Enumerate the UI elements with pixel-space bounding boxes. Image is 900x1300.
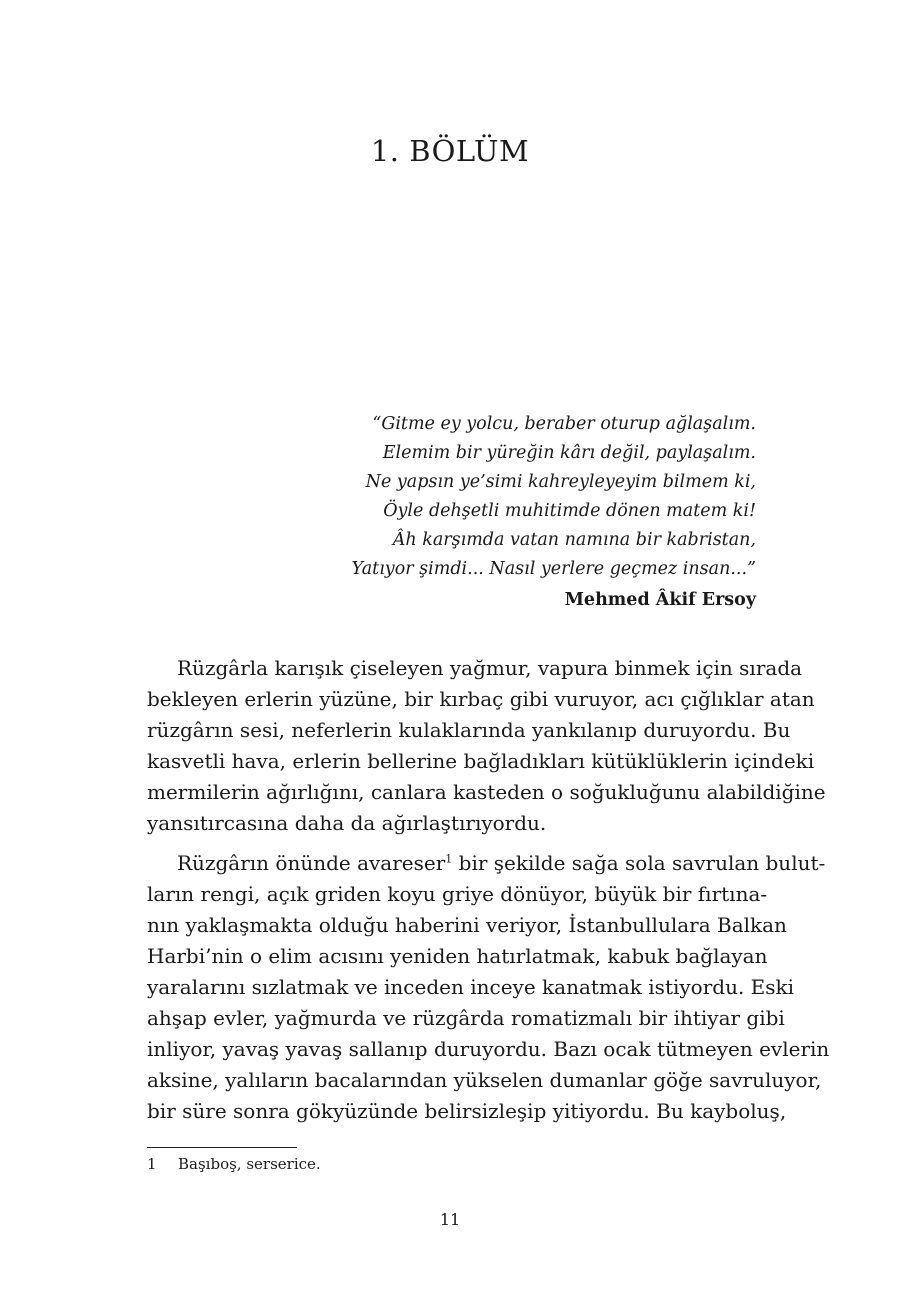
epigraph: [352, 410, 756, 615]
text-line: yansıtırcasına daha da ağırlaştırıyordu.: [147, 811, 547, 835]
text-line: rüzgârın sesi, neferlerin kulaklarında yankılanıp duruyordu. Bu: [147, 718, 791, 742]
text-segment: bir şekilde sağa sola savrulan bulut-: [452, 851, 826, 875]
text-line: yaralarını sızlatmak ve inceden inceye kanatmak istiyordu. Eski: [147, 975, 795, 999]
text-line: mermilerin ağırlığını, canlara kasteden o soğukluğunu alabildiğine: [147, 780, 826, 804]
text-line: inliyor, yavaş yavaş sallanıp duruyordu. Bazı ocak tütmeyen evlerin: [147, 1037, 830, 1061]
text-line: Harbi’nin o elim acısını yeniden hatırlatmak, kabuk bağlayan: [147, 944, 768, 968]
epigraph-line: Yatıyor şimdi... Nasıl yerlere geçmez insan...”: [351, 559, 756, 579]
footnote-text: Başıboş, serserice.: [178, 1155, 321, 1173]
epigraph-line: “Gitme ey yolcu, beraber oturup ağlaşalım.: [372, 414, 756, 434]
epigraph-line: Elemim bir yüreğin kârı değil, paylaşalım.: [382, 443, 756, 463]
text-line: bekleyen erlerin yüzüne, bir kırbaç gibi vuruyor, acı çığlıklar atan: [147, 687, 815, 711]
chapter-title: 1. BÖLÜM: [370, 134, 530, 168]
text-line: Rüzgârla karışık çiseleyen yağmur, vapura binmek için sırada: [177, 656, 803, 680]
text-line: bir süre sonra gökyüzünde belirsizleşip yitiyordu. Bu kayboluş,: [147, 1099, 787, 1123]
body-text: [147, 653, 830, 1127]
text-line: aksine, yalıların bacalarından yükselen dumanlar göğe savruluyor,: [147, 1068, 822, 1092]
text-line: ların rengi, açık griden koyu griye dönüyor, büyük bir fırtına-: [147, 882, 768, 906]
footnote: [147, 1155, 321, 1173]
page-number: 11: [439, 1210, 461, 1229]
text-line: ahşap evler, yağmurda ve rüzgârda romatizmalı bir ihtiyar gibi: [147, 1006, 785, 1030]
text-line: [147, 848, 826, 879]
epigraph-line: Ne yapsın ye’simi kahreyleyeyim bilmem ki,: [365, 472, 756, 492]
footnote-reference[interactable]: 1: [445, 852, 453, 866]
paragraph-2: [147, 848, 830, 1127]
epigraph-line: Öyle dehşetli muhitimde dönen matem ki!: [383, 501, 756, 521]
paragraph-1: [147, 653, 826, 839]
epigraph-line: Âh karşımda vatan namına bir kabristan,: [392, 530, 756, 550]
epigraph-author: Mehmed Âkif Ersoy: [564, 590, 756, 610]
footnote-divider: [147, 1147, 297, 1148]
text-line: kasvetli hava, erlerin bellerine bağladıkları kütüklüklerin içindeki: [147, 749, 815, 773]
text-segment: Rüzgârın önünde avareser: [177, 851, 446, 875]
footnote-number: 1: [147, 1155, 157, 1173]
text-line: nın yaklaşmakta olduğu haberini veriyor, İstanbullulara Balkan: [147, 913, 787, 937]
